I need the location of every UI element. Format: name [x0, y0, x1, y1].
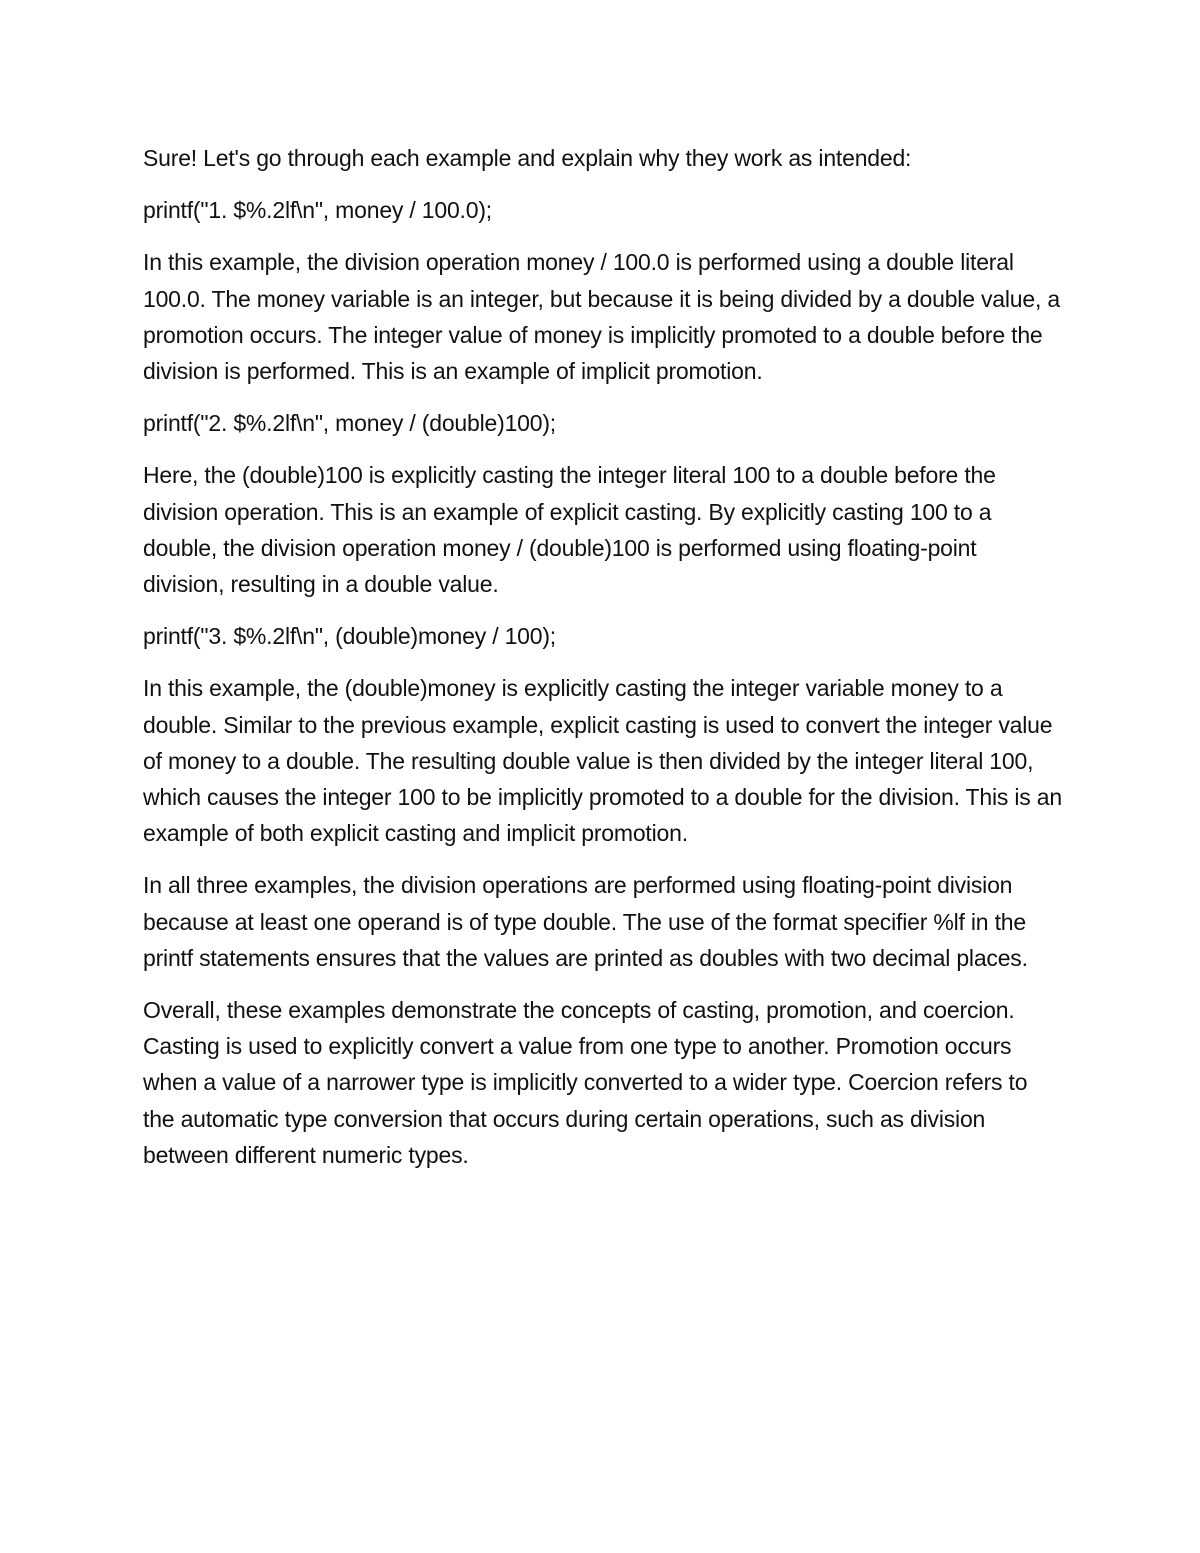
document-body: [143, 140, 1063, 1189]
example2-explanation: Here, the (double)100 is explicitly casting the integer literal 100 to a double before the division operation. This is an example of explicit casting. By explicitly casting 100 to a double, the division operation money / (double)100 is performed using floating-point division, resulting in a double value.: [143, 462, 996, 598]
example3-code: printf("3. $%.2lf\n", (double)money / 100);: [143, 623, 556, 650]
example1-code: printf("1. $%.2lf\n", money / 100.0);: [143, 197, 492, 224]
intro-paragraph: Sure! Let's go through each example and explain why they work as intended:: [143, 145, 912, 171]
example2-code: printf("2. $%.2lf\n", money / (double)100);: [143, 410, 556, 437]
example3-explanation: In this example, the (double)money is explicitly casting the integer variable money to a double. Similar to the previous example, explicit casting is used to convert the integer value of money to a double. The resulting double value is then divided by the integer literal 100, which causes the integer 100 to be implicitly promoted to a double for the division. This is an example of both explicit casting and implicit promotion.: [143, 675, 1062, 847]
summary-paragraph: In all three examples, the division operations are performed using floating-point division because at least one operand is of type double. The use of the format specifier %lf in the printf statements ensures that the values are printed as doubles with two decimal places.: [143, 872, 1028, 971]
conclusion-paragraph: Overall, these examples demonstrate the concepts of casting, promotion, and coercion. Casting is used to explicitly convert a value from one type to another. Promotion occurs when a value of a narrower type is implicitly converted to a wider type. Coercion refers to the automatic type conversion that occurs during certain operations, such as division between different numeric types.: [143, 997, 1028, 1168]
example1-explanation: In this example, the division operation money / 100.0 is performed using a double literal 100.0. The money variable is an integer, but because it is being divided by a double value, a promotion occurs. The integer value of money is implicitly promoted to a double before the division is performed. This is an example of implicit promotion.: [143, 249, 1060, 385]
